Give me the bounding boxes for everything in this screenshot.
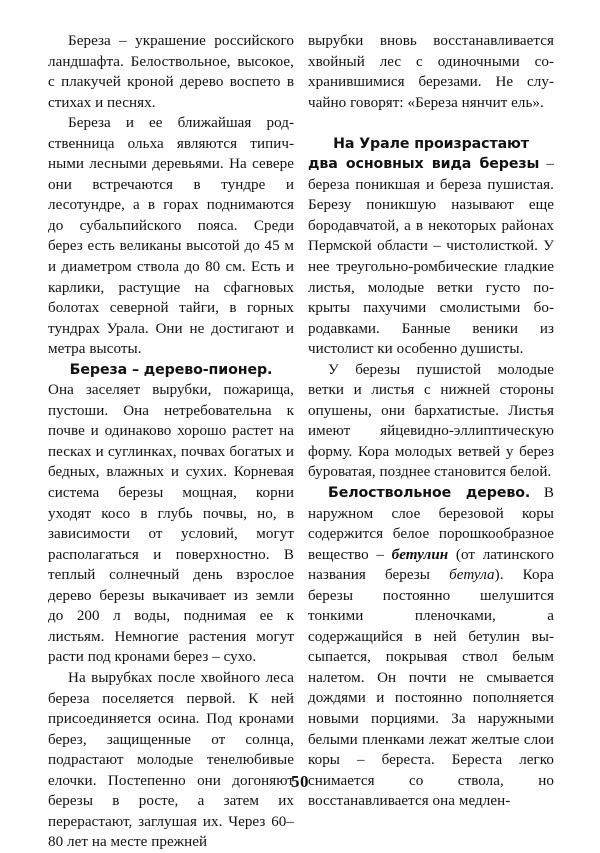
- white-trunk-text-after: ). Кора березы постоянно шелушится тонкими пленочками, а содержащийся в ней бетулин высыпается, покрывая ствол белым налетом. Он почти не смывается дождями и постоянно пополняется новыми порциями. За наружными белыми пленками лежат желтые слои коры – береста. Береста легко снимается со ствола, но восстанавливается она медлен-: [308, 567, 554, 810]
- paragraph-succession-continued: вырубки вновь восстанавливается хвойный лес с одиночными сохранившимися березами. Не случайно говорят: «Береза нянчит ель».: [308, 33, 554, 111]
- page-number: 50: [291, 772, 309, 791]
- term-betulin-bold-italic: бетулин: [391, 546, 449, 563]
- white-trunk-text-before: В наружном слое березовой коры содержится белое порошкообразное вещество –: [308, 484, 554, 563]
- white-trunk-text-mid: (от латинского названия березы: [308, 546, 554, 584]
- paragraph-pioneer-body: Она заселяет вырубки, пожарища, пустоши. Она нетребовательна к почве и одинаково хорошо растет на песках и суглинках, почвах богатых и бедных, влажных и сухих. Корневая система березы мощная, корни уходят косо в глубь почвы, но, в зависимости от условий, могут располагаться и поверхностно. В теплый солнечный день взрослое дерево березы выкачивает из земли до 200 л воды, поднимая ее к листьям. Немногие растения могут расти под кронами берез – сухо.: [48, 382, 294, 666]
- paragraph-downy-birch: У березы пушистой молодые ветки и листья с нижней стороны опушены, они бархатистые. Листья имеют яйцевидно-эллиптическую форму. Кора молодых ветвей у берез буроватая, позднее становится белой.: [308, 361, 554, 481]
- paragraph-distribution: Береза и ее ближайшая родственница ольха являются типичными лесными деревьями. На севере они встречаются в тундре и лесотундре, а в горах поднимаются до субальпийского пояса. Среди берез есть великаны высотой до 45 м и диаметром ствола до 80 см. Есть и карлики, растущие на сфагновых болотах северной тайги, в горных тундрах Урала. Они не достигают и метра высоты.: [48, 115, 294, 358]
- section-heading-urals-species-line2: два основных вида березы: [308, 156, 540, 173]
- left-text-column: [48, 31, 294, 851]
- paragraph-gap: [308, 113, 554, 134]
- paragraph-white-trunk: [308, 483, 554, 812]
- section-heading-urals-species: [308, 134, 554, 360]
- section-heading-white-trunk-label: Белоствольное дерево.: [328, 484, 531, 501]
- right-text-column: [308, 31, 554, 810]
- paragraph-clearcut-succession: На вырубках после хвойного леса береза поселяется первой. К ней присоединяется осина. Под кронами берез, защищенные от солнца, подрастают молодые тенелюбивые елочки. Постепенно они догоняют березы в росте, а затем их перерастают, заглушая их. Через 60–80 лет на месте прежней: [48, 669, 294, 851]
- section-heading-pioneer-tree: [48, 360, 294, 381]
- section-heading-urals-species-tail: – береза поникшая и береза пушистая. Березу поникшую называют еще бородавчатой, а в некоторых районах Пермской области – чистолисткой. У нее треугольно-ромбические гладкие листья, молодые ветки густо покрыты пахучими смолистыми бородавками. Банные веники из чистолист ки особенно душисты.: [308, 156, 554, 358]
- section-heading-urals-species-line1: На Урале произрастают: [333, 135, 529, 152]
- term-betula-italic: бетула: [449, 567, 495, 584]
- paragraph-intro: Береза – украшение российского ландшафта. Белоствольное, высокое, с плакучей кроной дерево воспето в стихах и песнях.: [48, 33, 294, 111]
- section-heading-pioneer-tree-label: Береза – дерево-пионер.: [69, 361, 273, 378]
